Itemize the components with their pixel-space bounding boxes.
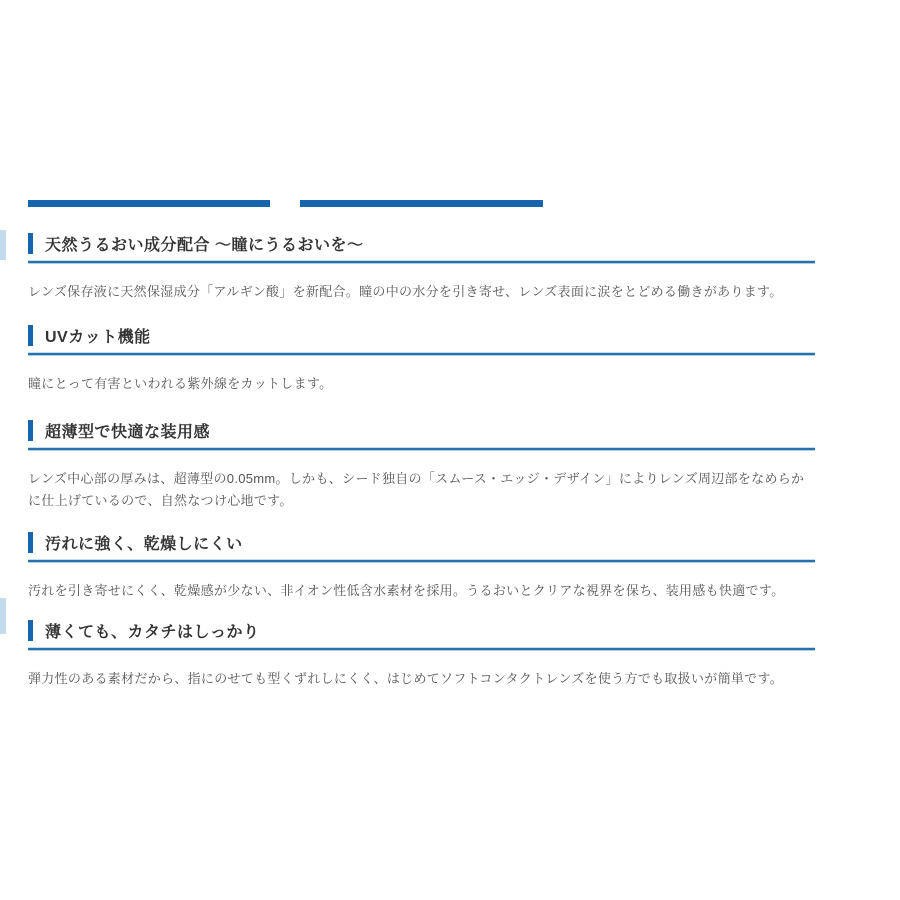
left-edge-accent-fragment-bottom — [0, 598, 6, 634]
heading-underline — [28, 448, 815, 450]
section-title: 汚れに強く、乾燥しにくい — [45, 535, 243, 553]
feature-section-stain-resistant — [28, 530, 815, 615]
heading-underline — [28, 560, 815, 562]
feature-section-shape-retention — [28, 618, 815, 703]
section-body-text: 汚れを引き寄せにくく、乾燥感が少ない、非イオン性低含水素材を採用。うるおいとクリアな視界を保ち、装用感も快適です。 — [28, 583, 785, 598]
section-heading — [28, 323, 815, 347]
section-body-text: 瞳にとって有害といわれる紫外線をカットします。 — [28, 376, 333, 391]
section-heading — [28, 418, 815, 442]
section-title: 薄くても、カタチはしっかり — [45, 623, 260, 641]
section-heading — [28, 231, 815, 255]
heading-accent-bar — [28, 420, 33, 441]
section-title: UVカット機能 — [45, 328, 151, 346]
heading-accent-bar — [28, 620, 33, 641]
indicator-bar-2 — [300, 200, 543, 207]
feature-section-moisture — [28, 231, 815, 316]
heading-underline — [28, 261, 815, 263]
feature-section-ultra-thin — [28, 418, 815, 525]
section-heading — [28, 618, 815, 642]
section-body-text: レンズ保存液に天然保湿成分「アルギン酸」を新配合。瞳の中の水分を引き寄せ、レンズ表面に涙をとどめる働きがあります。 — [28, 284, 783, 299]
left-edge-accent-fragment-top — [0, 230, 6, 260]
heading-accent-bar — [28, 532, 33, 553]
heading-underline — [28, 353, 815, 355]
heading-underline — [28, 648, 815, 650]
section-heading — [28, 530, 815, 554]
feature-section-uv-cut — [28, 323, 815, 408]
section-body-text: 弾力性のある素材だから、指にのせても型くずれしにくく、はじめてソフトコンタクトレンズを使う方でも取扱いが簡単です。 — [28, 671, 784, 686]
section-title: 天然うるおい成分配合 ～瞳にうるおいを～ — [45, 236, 364, 254]
section-body-text: レンズ中心部の厚みは、超薄型の0.05mm。しかも、シード独自の「スムース・エッジ・デザイン」によりレンズ周辺部をなめらかに仕上げているので、自然なつけ心地です。 — [28, 471, 805, 508]
heading-accent-bar — [28, 233, 33, 254]
indicator-bar-1 — [28, 200, 270, 207]
heading-accent-bar — [28, 325, 33, 346]
slide-indicator-bars — [28, 200, 543, 207]
section-title: 超薄型で快適な装用感 — [45, 423, 211, 441]
